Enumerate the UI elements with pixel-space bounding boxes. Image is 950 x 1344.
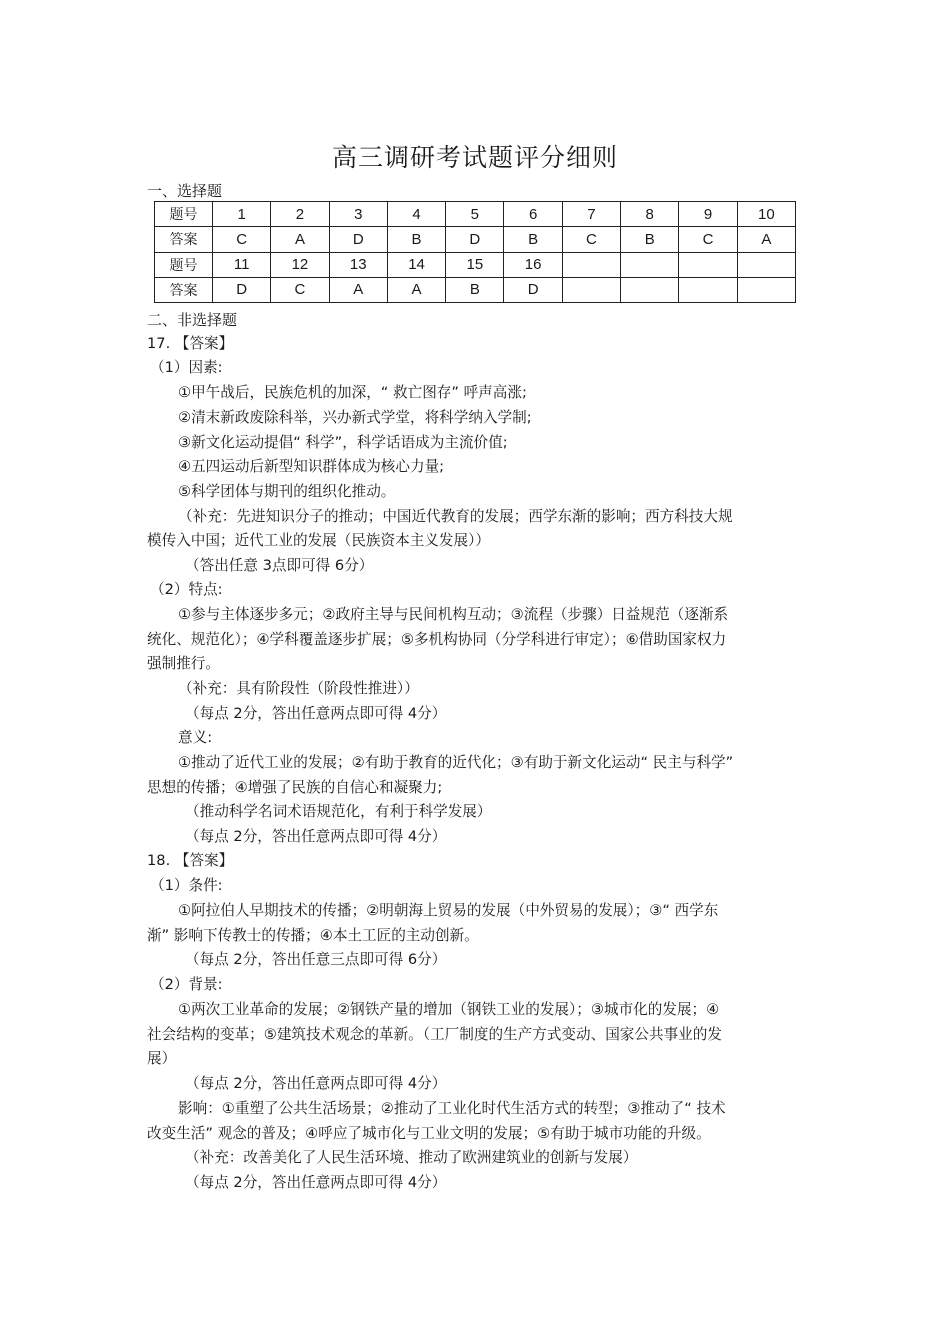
table-cell: B <box>621 227 679 252</box>
answer-line: （补充：具有阶段性（阶段性推进）） <box>178 680 419 697</box>
answer-line: ①阿拉伯人早期技术的传播；②明朝海上贸易的发展（中外贸易的发展）；③“ 西学东 <box>178 902 719 919</box>
answer-line: （每点 2分，答出任意两点即可得 4分） <box>185 705 447 722</box>
table-cell: B <box>446 277 504 302</box>
section-heading-choice: 一、选择题 <box>147 182 223 200</box>
table-cell <box>679 252 737 277</box>
row-label: 题号 <box>155 252 213 277</box>
answer-line: （1）条件: <box>150 877 223 894</box>
table-cell: 14 <box>387 252 445 277</box>
table-cell: 3 <box>329 202 387 227</box>
table-cell: D <box>213 277 271 302</box>
table-cell: 2 <box>271 202 329 227</box>
table-cell <box>737 252 795 277</box>
table-row <box>155 252 796 277</box>
answer-line: 强制推行。 <box>147 655 220 672</box>
answer-line: （补充：改善美化了人民生活环境、推动了欧洲建筑业的创新与发展） <box>185 1149 638 1166</box>
table-cell: C <box>271 277 329 302</box>
table-cell <box>621 277 679 302</box>
table-cell: 8 <box>621 202 679 227</box>
table-cell: D <box>446 227 504 252</box>
section-heading-nonchoice: 二、非选择题 <box>147 311 238 329</box>
answer-line: 思想的传播；④增强了民族的自信心和凝聚力; <box>147 779 443 796</box>
answer-line: （答出任意 3点即可得 6分） <box>185 557 374 574</box>
table-cell: 1 <box>213 202 271 227</box>
table-cell: 9 <box>679 202 737 227</box>
answer-line: （补充：先进知识分子的推动；中国近代教育的发展；西学东渐的影响；西方科技大规 <box>178 508 733 525</box>
table-cell <box>562 252 620 277</box>
answer-line: ①甲午战后，民族危机的加深，“ 救亡图存” 呼声高涨; <box>178 384 527 401</box>
table-cell <box>679 277 737 302</box>
answer-line: ③新文化运动提倡“ 科学”，科学话语成为主流价值; <box>178 434 508 451</box>
table-cell: C <box>679 227 737 252</box>
table-cell: A <box>387 277 445 302</box>
answer-line: 展） <box>147 1050 177 1067</box>
table-cell: 7 <box>562 202 620 227</box>
answer-line: 渐” 影响下传教士的传播；④本土工匠的主动创新。 <box>147 927 479 944</box>
answer-line: （推动科学名词术语规范化，有利于科学发展） <box>185 803 492 820</box>
table-cell: A <box>737 227 795 252</box>
answer-line: （每点 2分，答出任意两点即可得 4分） <box>185 828 447 845</box>
table-cell: D <box>329 227 387 252</box>
page-title: 高三调研考试题评分细则 <box>331 143 618 172</box>
table-cell: 16 <box>504 252 562 277</box>
table-cell: 15 <box>446 252 504 277</box>
table-cell: C <box>562 227 620 252</box>
table-cell <box>562 277 620 302</box>
table-cell <box>737 277 795 302</box>
table-cell: B <box>504 227 562 252</box>
answer-line: （每点 2分，答出任意两点即可得 4分） <box>185 1075 447 1092</box>
answer-line: 18. 【答案】 <box>147 852 234 869</box>
answer-line: （2）背景: <box>150 976 223 993</box>
table-cell: 12 <box>271 252 329 277</box>
table-cell: C <box>213 227 271 252</box>
table-cell: 13 <box>329 252 387 277</box>
answer-line: （1）因素: <box>150 359 223 376</box>
table-cell: 5 <box>446 202 504 227</box>
answer-line: 统化、规范化）；④学科覆盖逐步扩展；⑤多机构协同（分学科进行审定）；⑥借助国家权力 <box>147 631 727 648</box>
table-cell: A <box>271 227 329 252</box>
answer-line: 社会结构的变革；⑤建筑技术观念的革新。（工厂制度的生产方式变动、国家公共事业的发 <box>147 1026 722 1043</box>
table-cell: 10 <box>737 202 795 227</box>
answer-line: ②清末新政废除科举，兴办新式学堂，将科学纳入学制; <box>178 409 532 426</box>
table-cell: D <box>504 277 562 302</box>
answer-line: ①推动了近代工业的发展；②有助于教育的近代化；③有助于新文化运动“ 民主与科学” <box>178 754 734 771</box>
answer-line: ④五四运动后新型知识群体成为核心力量; <box>178 458 445 475</box>
answer-table <box>154 201 796 303</box>
table-row <box>155 202 796 227</box>
table-cell: B <box>387 227 445 252</box>
answer-line: ⑤科学团体与期刊的组织化推动。 <box>178 483 396 500</box>
row-label: 题号 <box>155 202 213 227</box>
table-row <box>155 277 796 302</box>
table-cell <box>621 252 679 277</box>
answer-line: （2）特点: <box>150 581 223 598</box>
answer-line: ①两次工业革命的发展；②钢铁产量的增加（钢铁工业的发展）；③城市化的发展；④ <box>178 1001 720 1018</box>
answer-line: （每点 2分，答出任意两点即可得 4分） <box>185 1174 447 1191</box>
answer-line: ①参与主体逐步多元；②政府主导与民间机构互动；③流程（步骤）日益规范（逐渐系 <box>178 606 729 623</box>
answer-line: 意义: <box>178 729 213 746</box>
answer-line: 模传入中国；近代工业的发展（民族资本主义发展）） <box>147 532 490 549</box>
answer-line: 改变生活” 观念的普及；④呼应了城市化与工业文明的发展；⑤有助于城市功能的升级。 <box>147 1125 711 1142</box>
row-label: 答案 <box>155 277 213 302</box>
table-cell: 4 <box>387 202 445 227</box>
table-cell: A <box>329 277 387 302</box>
table-cell: 6 <box>504 202 562 227</box>
answer-line: 影响：①重塑了公共生活场景；②推动了工业化时代生活方式的转型；③推动了“ 技术 <box>178 1100 726 1117</box>
answer-line: 17. 【答案】 <box>147 335 234 352</box>
answer-line: （每点 2分，答出任意三点即可得 6分） <box>185 951 447 968</box>
row-label: 答案 <box>155 227 213 252</box>
table-row <box>155 227 796 252</box>
table-cell: 11 <box>213 252 271 277</box>
